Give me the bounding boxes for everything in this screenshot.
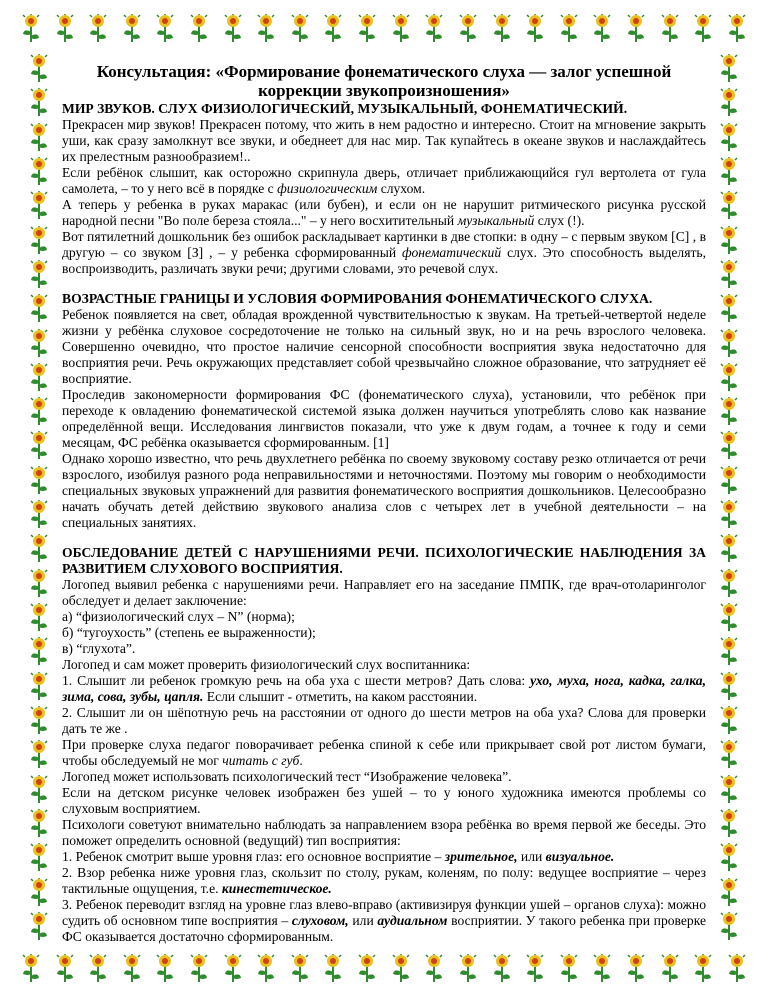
list-item: а) “физиологический слух – N” (норма); [62, 609, 295, 624]
sunflower-doll-icon [718, 294, 740, 324]
sunflower-doll-icon [28, 775, 50, 805]
sunflower-doll-icon [188, 954, 210, 984]
sunflower-doll-icon [718, 672, 740, 702]
sunflower-doll-icon [659, 14, 681, 44]
sunflower-doll-icon [356, 14, 378, 44]
sunflower-doll-icon [289, 14, 311, 44]
sunflower-doll-icon [87, 14, 109, 44]
sunflower-doll-icon [718, 775, 740, 805]
ornament-border-right [712, 54, 746, 942]
sunflower-doll-icon [28, 88, 50, 118]
sunflower-doll-icon [28, 397, 50, 427]
sunflower-doll-icon [28, 603, 50, 633]
sunflower-doll-icon [718, 54, 740, 84]
sunflower-doll-icon [222, 14, 244, 44]
sunflower-doll-icon [625, 954, 647, 984]
sunflower-doll-icon [28, 534, 50, 564]
sunflower-doll-icon [718, 88, 740, 118]
sunflower-doll-icon [457, 954, 479, 984]
sunflower-doll-icon [28, 294, 50, 324]
paragraph: Психологи советуют внимательно наблюдать за направлением взора ребёнка во время первой же беседы. Это поможет определить основной (ведущий) тип восприятия: [62, 817, 706, 848]
paragraph: Если на детском рисунке человек изображен без ушей – то у юного художника имеются проблемы со слуховым восприятием. [62, 785, 706, 816]
sunflower-doll-icon [28, 329, 50, 359]
sunflower-doll-icon [28, 569, 50, 599]
sunflower-doll-icon [28, 740, 50, 770]
paragraph: Логопед может использовать психологический тест “Изображение человека”. [62, 769, 512, 784]
sunflower-doll-icon [558, 954, 580, 984]
sunflower-doll-icon [718, 431, 740, 461]
section-heading-sound-world: МИР ЗВУКОВ. СЛУХ ФИЗИОЛОГИЧЕСКИЙ, МУЗЫКАЛЬНЫЙ, ФОНЕМАТИЧЕСКИЙ. [62, 101, 628, 116]
sunflower-doll-icon [718, 637, 740, 667]
list-item: б) “тугоухость” (степень ее выраженности); [62, 625, 316, 640]
paragraph: Однако хорошо известно, что речь двухлетнего ребёнка по своему звуковому составу резко отличается от речи взрослого, изобилуя разного рода неправильностями и неточностями. Поэтому мы говорим о необходимости специальных звуковых упражнений для развития фонематического восприятия дошкольников. Целесообразно начать обучать детей действию звукового анализа слов с четырех лет в учебной деятельности – на специальных занятиях. [62, 451, 706, 530]
list-item: 2. Слышит ли он шёпотную речь на расстоянии от одного до шести метров на оба уха? Слова для проверки дать те же . [62, 705, 706, 736]
paragraph: А теперь у ребенка в руках маракас (или бубен), и если он не нарушит ритмического рисунка русской народной песни "Во поле береза стояла..." – у него восхитительный музыкальный слух (!). [62, 197, 706, 228]
paragraph: Прекрасен мир звуков! Прекрасен потому, что жить в нем радостно и интересно. Стоит на мгновение закрыть уши, как сразу замолкнут все звуки, и обеднеет для нас мир. Так купайтесь в океане звуков и наслаждайтесь их прелестным разнообразием!.. [62, 117, 706, 164]
paragraph: Логопед и сам может проверить физиологический слух воспитанника: [62, 657, 471, 672]
sunflower-doll-icon [255, 954, 277, 984]
sunflower-doll-icon [188, 14, 210, 44]
sunflower-doll-icon [718, 260, 740, 290]
sunflower-doll-icon [718, 740, 740, 770]
sunflower-doll-icon [28, 706, 50, 736]
sunflower-doll-icon [625, 14, 647, 44]
ornament-border-bottom [20, 952, 748, 986]
sunflower-doll-icon [154, 14, 176, 44]
document-body [62, 62, 706, 945]
sunflower-doll-icon [28, 466, 50, 496]
sunflower-doll-icon [154, 954, 176, 984]
sunflower-doll-icon [718, 706, 740, 736]
sunflower-doll-icon [718, 569, 740, 599]
list-item: 1. Ребенок смотрит выше уровня глаз: его основное восприятие – зрительное, или визуальное. [62, 849, 615, 864]
sunflower-doll-icon [20, 14, 42, 44]
sunflower-doll-icon [718, 363, 740, 393]
list-item: 2. Взор ребенка ниже уровня глаз, скользит по столу, рукам, коленям, по полу: ведущее восприятие – через тактильные ощущения, т.е. кинестетическое. [62, 865, 706, 896]
sunflower-doll-icon [28, 123, 50, 153]
list-item: в) “глухота”. [62, 641, 136, 656]
sunflower-doll-icon [726, 954, 748, 984]
sunflower-doll-icon [28, 843, 50, 873]
sunflower-doll-icon [54, 14, 76, 44]
sunflower-doll-icon [718, 878, 740, 908]
paragraph: Логопед выявил ребенка с нарушениями речи. Направляет его на заседание ПМПК, где врач-отоларинголог обследует и делает заключение: [62, 577, 706, 608]
list-item: 1. Слышит ли ребенок громкую речь на оба уха с шести метров? Дать слова: ухо, муха, нога, кадка, галка, зима, сова, зубы, цапля. Если слышит - отметить, на каком расстоянии. [62, 673, 706, 704]
sunflower-doll-icon [718, 466, 740, 496]
sunflower-doll-icon [718, 191, 740, 221]
sunflower-doll-icon [121, 954, 143, 984]
sunflower-doll-icon [718, 123, 740, 153]
sunflower-doll-icon [457, 14, 479, 44]
sunflower-doll-icon [591, 14, 613, 44]
sunflower-doll-icon [423, 954, 445, 984]
sunflower-doll-icon [558, 14, 580, 44]
sunflower-doll-icon [718, 603, 740, 633]
sunflower-doll-icon [718, 397, 740, 427]
sunflower-doll-icon [726, 14, 748, 44]
paragraph: При проверке слуха педагог поворачивает ребенка спиной к себе или прикрывает свой рот листом бумаги, чтобы обследуемый не мог читать с губ. [62, 737, 706, 768]
sunflower-doll-icon [390, 954, 412, 984]
sunflower-doll-icon [87, 954, 109, 984]
sunflower-doll-icon [423, 14, 445, 44]
sunflower-doll-icon [28, 226, 50, 256]
sunflower-doll-icon [356, 954, 378, 984]
paragraph: Если ребёнок слышит, как осторожно скрипнула дверь, отличает приближающийся гул вертолета от гула самолета, – то у него всё в порядке с физиологическим слухом. [62, 165, 706, 196]
ornament-border-top [20, 12, 748, 46]
sunflower-doll-icon [718, 226, 740, 256]
document-title: Консультация: «Формирование фонематического слуха — залог успешной коррекции звукопроизношения» [96, 62, 672, 100]
sunflower-doll-icon [20, 954, 42, 984]
sunflower-doll-icon [222, 954, 244, 984]
paragraph: Ребенок появляется на свет, обладая врожденной чувствительностью к звукам. На третьей-четвертой неделе жизни у ребёнка слуховое сосредоточение не только на сильный звук, но и на речь взрослого человека. Совершенно очевидно, что простое наличие сенсорной способности восприятия звука недостаточно для восприятия речи. Речь окружающих представляет собой чрезвычайно сложное образование, что затрудняет её восприятие. [62, 307, 706, 386]
sunflower-doll-icon [28, 260, 50, 290]
list-item: 3. Ребенок переводит взгляд на уровне глаз влево-вправо (активизируя функции ушей – органов слуха): можно судить об основном типе восприятия – слуховом, или аудиальном восприятии. У такого ребенка при проверке ФС оказывается достаточно сформированным. [62, 897, 707, 944]
sunflower-doll-icon [491, 14, 513, 44]
section-heading-age-limits: ВОЗРАСТНЫЕ ГРАНИЦЫ И УСЛОВИЯ ФОРМИРОВАНИЯ ФОНЕМАТИЧЕСКОГО СЛУХА. [62, 291, 653, 306]
sunflower-doll-icon [591, 954, 613, 984]
sunflower-doll-icon [718, 912, 740, 942]
sunflower-doll-icon [28, 431, 50, 461]
sunflower-doll-icon [718, 157, 740, 187]
sunflower-doll-icon [692, 14, 714, 44]
sunflower-doll-icon [322, 14, 344, 44]
sunflower-doll-icon [718, 809, 740, 839]
sunflower-doll-icon [28, 878, 50, 908]
sunflower-doll-icon [524, 954, 546, 984]
sunflower-doll-icon [28, 54, 50, 84]
sunflower-doll-icon [289, 954, 311, 984]
sunflower-doll-icon [28, 157, 50, 187]
sunflower-doll-icon [28, 809, 50, 839]
sunflower-doll-icon [28, 191, 50, 221]
sunflower-doll-icon [390, 14, 412, 44]
sunflower-doll-icon [28, 637, 50, 667]
sunflower-doll-icon [28, 363, 50, 393]
sunflower-doll-icon [718, 500, 740, 530]
sunflower-doll-icon [692, 954, 714, 984]
sunflower-doll-icon [54, 954, 76, 984]
sunflower-doll-icon [28, 672, 50, 702]
sunflower-doll-icon [255, 14, 277, 44]
paragraph: Проследив закономерности формирования ФС (фонематического слуха), установили, что ребёнок при переходе к овладению фонематической системой языка должен научиться употреблять слово как название определённой вещи. Исследования лингвистов показали, что уже к двум годам, а точнее к году и семи месяцам, ФС ребёнка оказывается сформированным. [1] [62, 387, 706, 450]
sunflower-doll-icon [322, 954, 344, 984]
sunflower-doll-icon [718, 329, 740, 359]
sunflower-doll-icon [659, 954, 681, 984]
sunflower-doll-icon [28, 912, 50, 942]
sunflower-doll-icon [718, 843, 740, 873]
sunflower-doll-icon [718, 534, 740, 564]
section-heading-examination: ОБСЛЕДОВАНИЕ ДЕТЕЙ С НАРУШЕНИЯМИ РЕЧИ. ПСИХОЛОГИЧЕСКИЕ НАБЛЮДЕНИЯ ЗА РАЗВИТИЕМ СЛУХОВОГО ВОСПРИЯТИЯ. [62, 545, 706, 576]
sunflower-doll-icon [121, 14, 143, 44]
sunflower-doll-icon [491, 954, 513, 984]
sunflower-doll-icon [524, 14, 546, 44]
sunflower-doll-icon [28, 500, 50, 530]
ornament-border-left [22, 54, 56, 942]
paragraph: Вот пятилетний дошкольник без ошибок раскладывает картинки в две стопки: в одну – с первым звуком [С] , в другую – со звуком [З] , – у ребенка сформированный фонематический слух. Это способность выделять, воспроизводить, различать звуки речи; другими словами, это речевой слух. [62, 229, 706, 276]
